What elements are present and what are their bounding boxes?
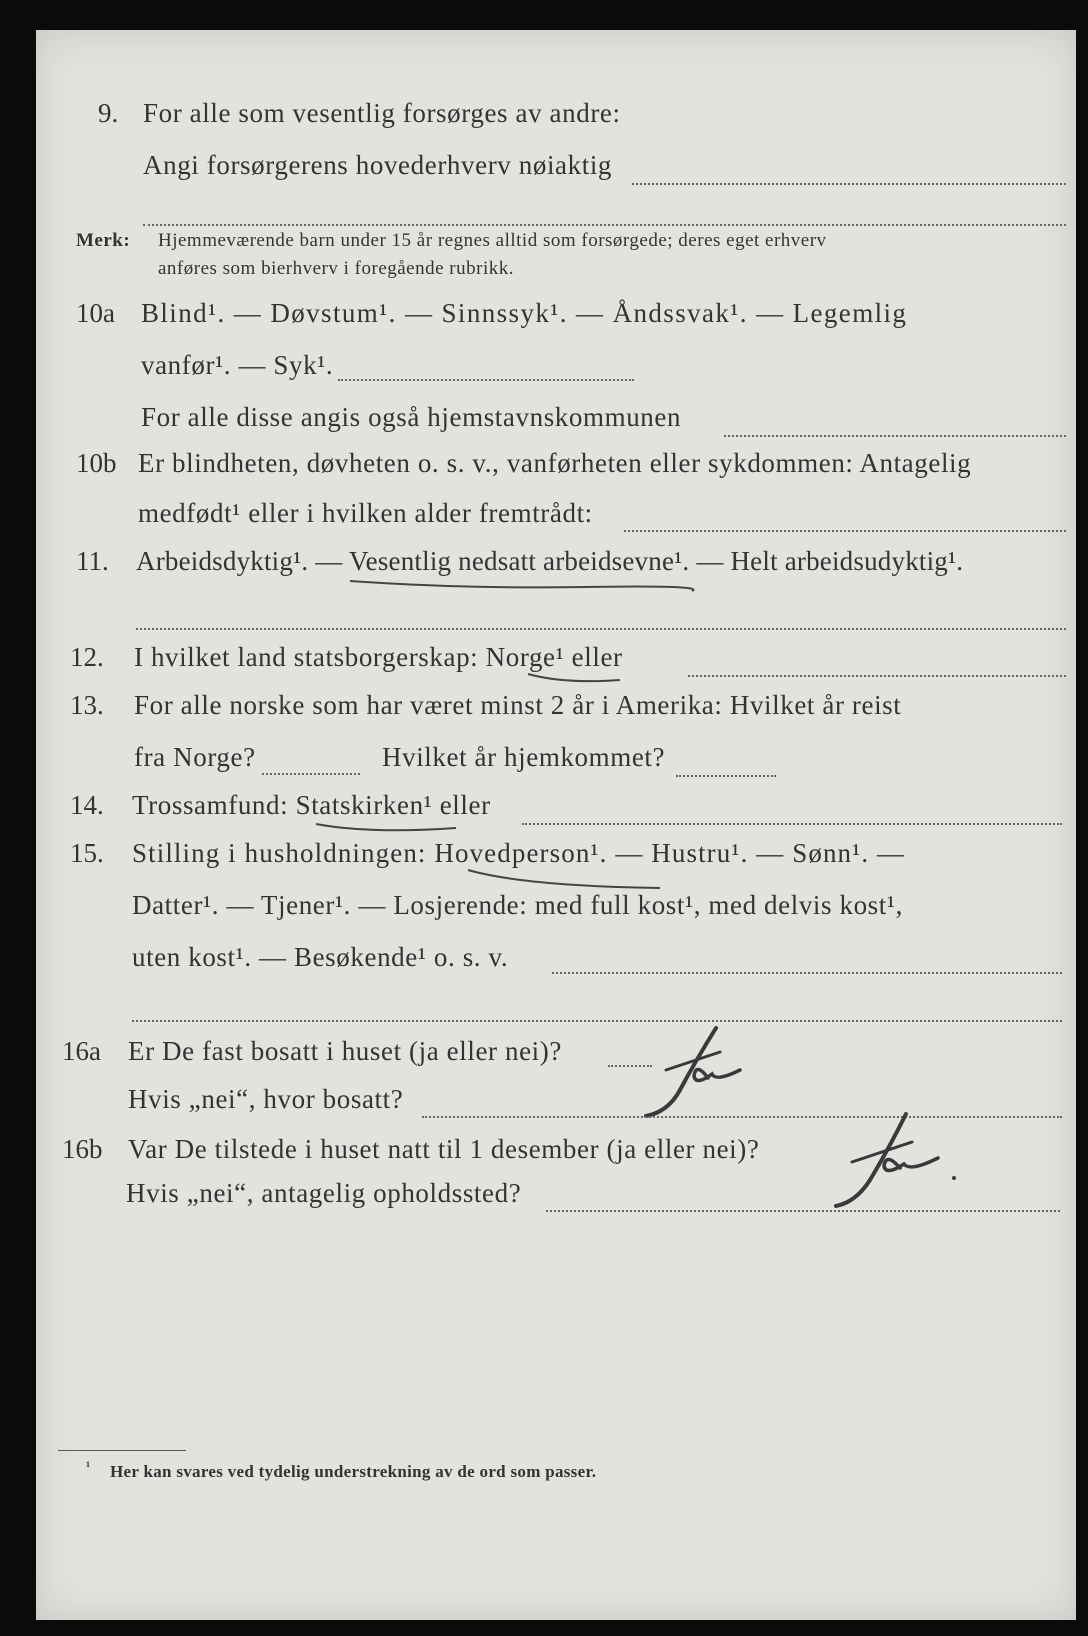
question-16a-handwritten-answer: [636, 1020, 756, 1130]
question-14-answer-line[interactable]: [522, 823, 1062, 825]
question-16b-text: Var De tilstede i huset natt til 1 desember (ja eller nei)?: [128, 1134, 760, 1164]
question-16a-residence-line[interactable]: [422, 1116, 1062, 1118]
question-14-number: 14.: [70, 790, 104, 820]
question-15-text-line2: Datter¹. — Tjener¹. — Losjerende: med full kost¹, med delvis kost¹,: [132, 890, 903, 920]
question-10a-answer-line[interactable]: [338, 379, 634, 381]
form-page: [36, 30, 1076, 1620]
question-13-return-line[interactable]: [676, 775, 776, 777]
note-label: Merk:: [76, 230, 131, 251]
question-15-number: 15.: [70, 838, 104, 868]
question-15-answer-line[interactable]: [552, 972, 1062, 974]
svg-text:Ja: Ja: [826, 1106, 827, 1107]
question-13-number: 13.: [70, 690, 104, 720]
question-10a-home-municipality-line[interactable]: [724, 435, 1066, 437]
question-16a-text: Er De fast bosatt i huset (ja eller nei)?: [128, 1036, 562, 1066]
question-13-text: For alle norske som har været minst 2 år i Amerika: Hvilket år reist: [134, 690, 902, 720]
footnote-separator: [58, 1450, 186, 1451]
question-10a-text: Blind¹. — Døvstum¹. — Sinnssyk¹. — Åndssvak¹. — Legemlig: [141, 298, 908, 328]
question-11-text: Arbeidsdyktig¹. — Vesentlig nedsatt arbeidsevne¹. — Helt arbeidsudyktig¹.: [136, 546, 964, 576]
question-13-departure-line[interactable]: [262, 773, 360, 775]
footnote-text: Her kan svares ved tydelig understrekning av de ord som passer.: [110, 1462, 597, 1481]
question-10b-text: Er blindheten, døvheten o. s. v., vanførheten eller sykdommen: Antagelig: [138, 448, 972, 478]
underline-norge: [524, 670, 624, 686]
svg-text:Ja: Ja: [636, 1020, 637, 1021]
question-9-number: 9.: [98, 98, 119, 128]
question-12-text: I hvilket land statsborgerskap: Norge¹ eller: [134, 642, 623, 672]
question-16a-number: 16a: [62, 1036, 101, 1066]
question-10a-number: 10a: [76, 298, 115, 328]
question-11-answer-line[interactable]: [136, 628, 1066, 630]
question-16b-handwritten-answer: [826, 1106, 966, 1216]
underline-reduced-work-capacity: [346, 575, 696, 595]
underline-statskirken: [310, 818, 460, 836]
question-13-departure-label: fra Norge?: [134, 742, 256, 772]
question-9-text: For alle som vesentlig forsørges av andre:: [143, 98, 621, 128]
question-15-extra-line[interactable]: [132, 1020, 1062, 1022]
footnote-marker: ¹: [86, 1460, 91, 1475]
question-9-answer-line[interactable]: [632, 183, 1066, 185]
question-11-number: 11.: [76, 546, 109, 576]
question-10a-text-line2: vanfør¹. — Syk¹.: [141, 350, 334, 380]
question-10a-home-municipality-label: For alle disse angis også hjemstavnskommunen: [141, 402, 682, 432]
question-9-occupation-label: Angi forsørgerens hovederhverv nøiaktig: [143, 150, 613, 180]
question-9-extra-line[interactable]: [143, 224, 1066, 226]
question-16a-residence-label: Hvis „nei“, hvor bosatt?: [128, 1084, 404, 1114]
question-16b-number: 16b: [62, 1134, 103, 1164]
question-10b-answer-line[interactable]: [624, 530, 1066, 532]
note-text-line1: Hjemmeværende barn under 15 år regnes alltid som forsørgede; deres eget erhverv: [158, 230, 827, 251]
question-14-text: Trossamfund: Statskirken¹ eller: [132, 790, 491, 820]
question-13-return-label: Hvilket år hjemkommet?: [382, 742, 666, 772]
question-10b-text-line2: medfødt¹ eller i hvilken alder fremtrådt:: [138, 498, 593, 528]
question-10b-number: 10b: [76, 448, 117, 478]
question-12-answer-line[interactable]: [688, 675, 1066, 677]
question-16b-location-label: Hvis „nei“, antagelig opholdssted?: [126, 1178, 522, 1208]
question-15-text-line3: uten kost¹. — Besøkende¹ o. s. v.: [132, 942, 509, 972]
question-15-text: Stilling i husholdningen: Hovedperson¹. — Hustru¹. — Sønn¹. —: [132, 838, 906, 868]
question-12-number: 12.: [70, 642, 104, 672]
question-16b-location-line[interactable]: [546, 1210, 1060, 1212]
note-text-line2: anføres som bierhverv i foregående rubrikk.: [158, 258, 514, 279]
